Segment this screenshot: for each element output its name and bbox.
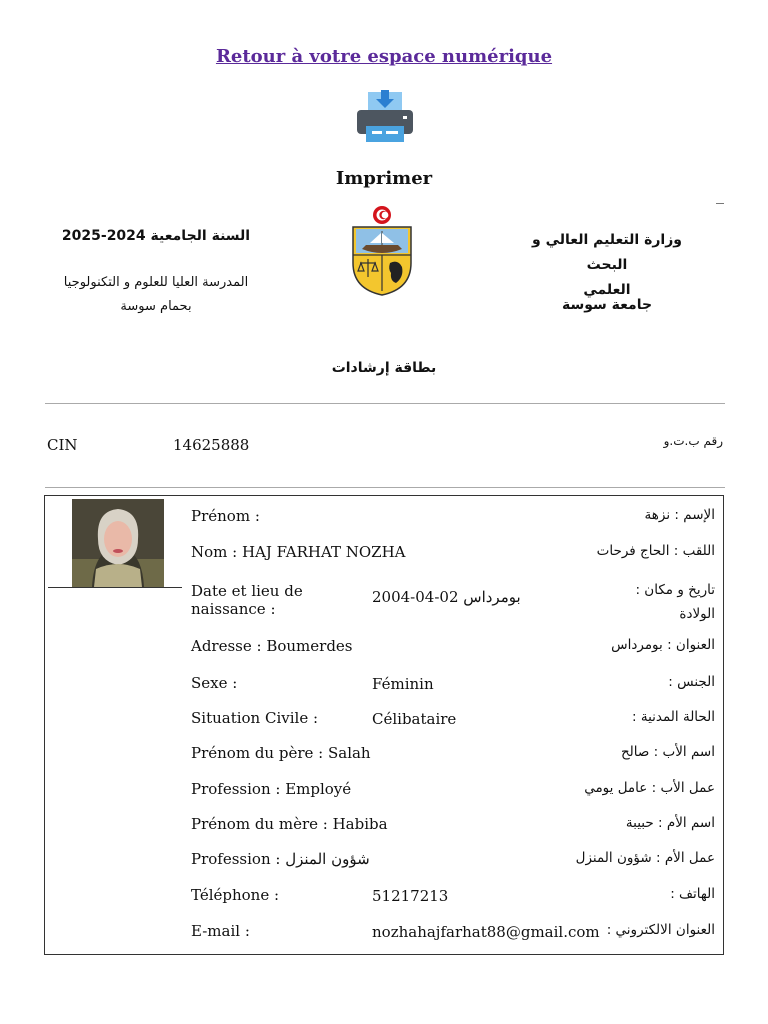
field-label-fr: Situation Civile : xyxy=(191,709,319,727)
academic-year: السنة الجامعية 2024-2025 xyxy=(61,228,251,244)
field-label-ar: العنوان الالكتروني : xyxy=(606,922,715,938)
tunisia-coat-of-arms-icon xyxy=(350,205,414,297)
field-label-fr: Date et lieu de naissance : xyxy=(191,582,303,618)
field-label-fr: Sexe : xyxy=(191,674,238,692)
divider xyxy=(45,403,725,404)
field-label-ar: اللقب : الحاج فرحات xyxy=(596,543,715,559)
ministry-name xyxy=(512,228,702,303)
cin-value: 14625888 xyxy=(173,436,250,454)
divider xyxy=(716,203,724,204)
field-value: 2004-04-02 بومرداس xyxy=(372,588,521,606)
divider xyxy=(45,487,725,488)
ministry-line-1: وزارة التعليم العالي و البحث xyxy=(532,232,682,273)
school-line-2: بحمام سوسة xyxy=(120,299,192,314)
card-title: بطاقة إرشادات xyxy=(331,360,437,376)
cin-label: CIN xyxy=(47,436,78,454)
cin-label-ar: رقم ب.ت.و xyxy=(663,434,723,448)
back-to-space-link[interactable]: Retour à votre espace numérique xyxy=(215,46,553,67)
university-name: جامعة سوسة xyxy=(561,297,653,313)
student-photo xyxy=(72,499,164,587)
field-label-fr: Profession : Employé xyxy=(191,780,352,798)
field-label-fr: E-mail : xyxy=(191,922,250,940)
field-label-fr: Prénom du père : Salah xyxy=(191,744,371,762)
field-value: Célibataire xyxy=(372,710,457,728)
field-label-ar: اسم الأم : حبيبة xyxy=(625,815,715,831)
school-name xyxy=(56,271,256,319)
field-label-fr: Prénom : xyxy=(191,507,260,525)
school-line-1: المدرسة العليا للعلوم و التكنولوجيا xyxy=(63,275,249,290)
field-label-ar: عمل الأب : عامل يومي xyxy=(584,780,715,796)
field-value: Féminin xyxy=(372,675,434,693)
ministry-line-2: العلمي xyxy=(583,282,631,298)
field-label-fr: Téléphone : xyxy=(191,886,280,904)
field-label-ar: العنوان : بومرداس xyxy=(611,637,715,653)
field-label-ar: اسم الأب : صالح xyxy=(620,744,715,760)
field-label-fr: Nom : HAJ FARHAT NOZHA xyxy=(191,543,406,561)
field-label-fr: Adresse : Boumerdes xyxy=(191,637,353,655)
field-label-ar: الجنس : xyxy=(668,674,715,690)
print-label[interactable]: Imprimer xyxy=(335,168,433,189)
photo-divider xyxy=(48,587,182,588)
printer-icon[interactable] xyxy=(356,88,414,144)
field-label-fr: Prénom du mère : Habiba xyxy=(191,815,388,833)
field-label-fr: Profession : شؤون المنزل xyxy=(191,850,370,868)
field-label-ar: عمل الأم : شؤون المنزل xyxy=(575,850,715,866)
field-label-ar: الحالة المدنية : xyxy=(632,709,715,725)
field-label-ar: تاريخ و مكان : الولادة xyxy=(635,582,715,622)
field-value: nozhahajfarhat88@gmail.com xyxy=(372,923,600,941)
field-label-ar: الإسم : نزهة xyxy=(644,507,715,523)
field-value: 51217213 xyxy=(372,887,449,905)
field-label-ar: الهاتف : xyxy=(670,886,715,902)
